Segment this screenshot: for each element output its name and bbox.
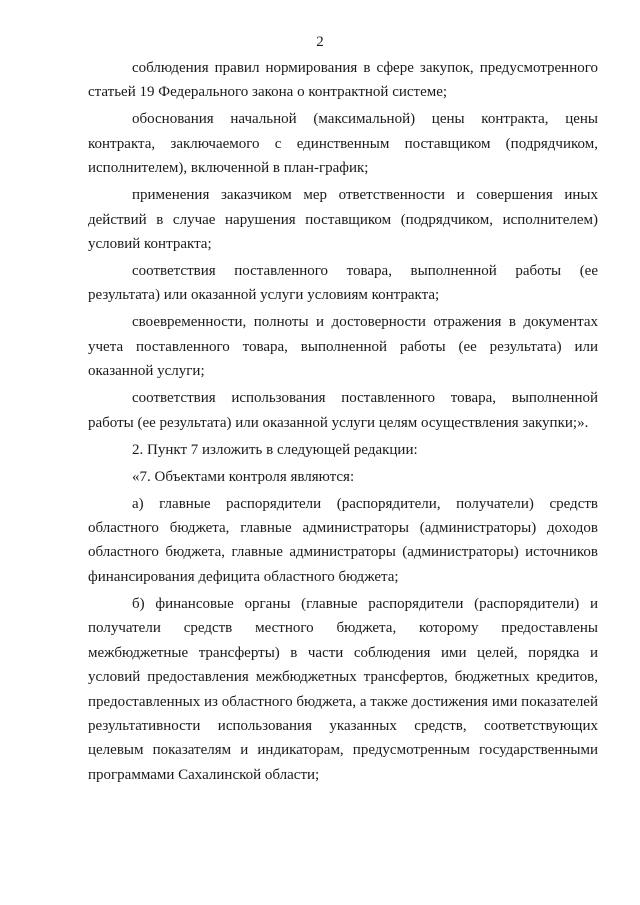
paragraph: а) главные распорядители (распорядители, получатели) средств областного бюджета, главные администраторы (администраторы) доходов областного бюджета, главные администраторы (администраторы) источников финансирования дефицита областного бюджета;: [88, 495, 598, 585]
document-body: [88, 56, 598, 790]
paragraph: б) финансовые органы (главные распорядители (распорядители) и получатели средств местного бюджета, которому предоставлены межбюджетные трансферты) в части соблюдения ими целей, порядка и условий предоставления межбюджетных трансфертов, бюджетных кредитов, предоставленных из областного бюджета, а также достижения ими показателей результативности использования указанных средств, соответствующих целевым показателям и индикаторам, предусмотренным государственными программами Сахалинской области;: [88, 595, 598, 783]
paragraph: применения заказчиком мер ответственности и совершения иных действий в случае нарушения поставщиком (подрядчиком, исполнителем) условий контракта;: [88, 187, 598, 253]
paragraph: обоснования начальной (максимальной) цены контракта, цены контракта, заключаемого с единственным поставщиком (подрядчиком, исполнителем), включенной в план-график;: [88, 111, 598, 177]
paragraph: соответствия поставленного товара, выполненной работы (ее результата) или оказанной услуги условиям контракта;: [88, 263, 598, 304]
page-number: 2: [316, 34, 324, 50]
paragraph: соответствия использования поставленного товара, выполненной работы (ее результата) или оказанной услуги целям осуществления закупки;».: [88, 390, 598, 431]
paragraph: 2. Пункт 7 изложить в следующей редакции:: [132, 441, 418, 458]
paragraph: «7. Объектами контроля являются:: [132, 468, 355, 485]
paragraph: соблюдения правил нормирования в сфере закупок, предусмотренного статьей 19 Федерального закона о контрактной системе;: [88, 60, 598, 101]
paragraph: своевременности, полноты и достоверности отражения в документах учета поставленного товара, выполненной работы (ее результата) или оказанной услуги;: [88, 314, 598, 380]
